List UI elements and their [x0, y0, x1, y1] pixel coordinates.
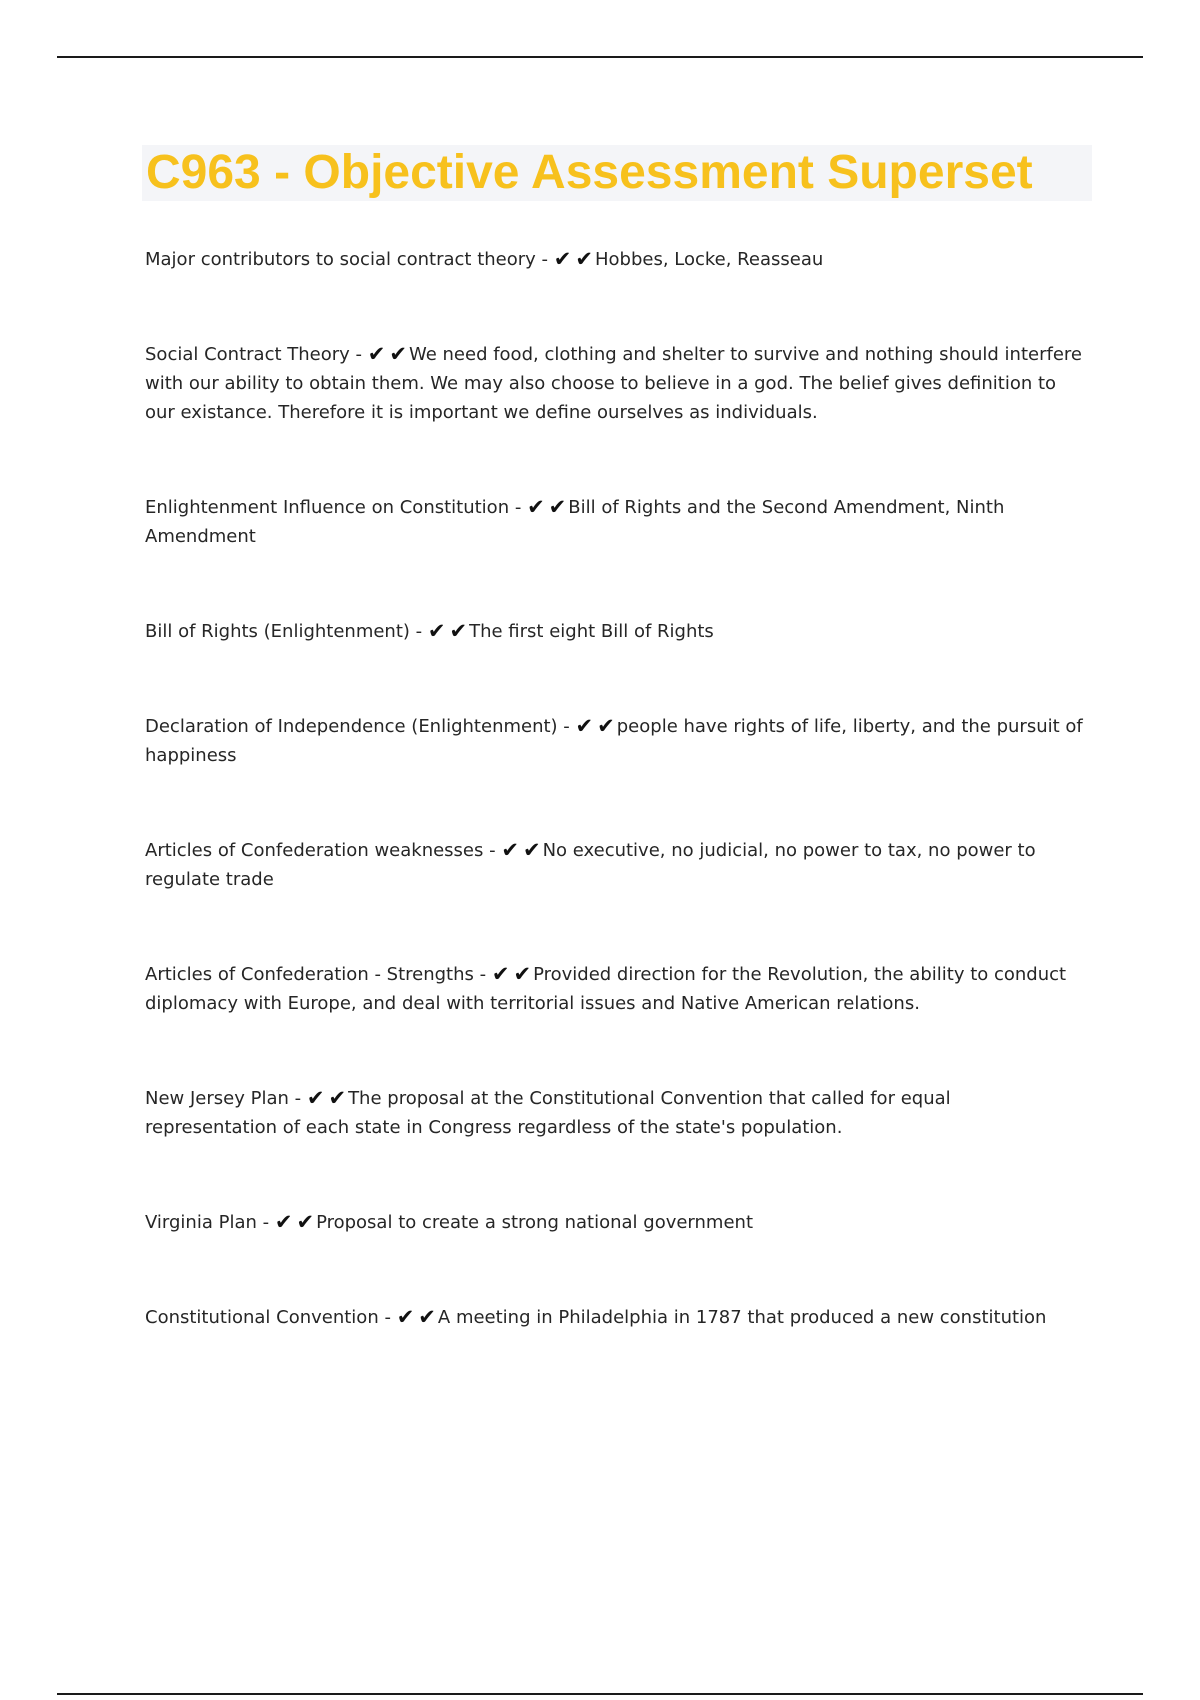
- entry-definition: No executive, no judicial, no power to tax, no power to regulate trade: [145, 840, 1036, 890]
- entry-term: Articles of Confederation weaknesses: [145, 840, 484, 861]
- entry-term: Major contributors to social contract theory: [145, 249, 536, 270]
- entry-separator: -: [473, 964, 492, 985]
- entry-separator: -: [409, 621, 428, 642]
- entry-separator: -: [535, 249, 554, 270]
- check-icon: ✔: [575, 714, 594, 738]
- entry: [145, 493, 1085, 551]
- entry-term: Bill of Rights (Enlightenment): [145, 621, 410, 642]
- check-icon: ✔: [296, 1210, 315, 1234]
- entry-definition: We need food, clothing and shelter to survive and nothing should interfere with our ability to obtain them. We may also choose to believe in a god. The belief gives definition to our existance. Therefore it is important we define ourselves as individuals.: [145, 344, 1082, 423]
- check-icon: ✔: [575, 247, 593, 271]
- entry: [145, 1303, 1085, 1332]
- check-icon: ✔: [418, 1305, 436, 1329]
- entry: [145, 340, 1085, 427]
- entry: [145, 836, 1085, 894]
- entry: [145, 1208, 1085, 1237]
- entry-term: Enlightenment Influence on Constitution: [145, 497, 510, 518]
- entry-list: [145, 245, 1085, 1398]
- check-icon: ✔: [396, 1305, 415, 1329]
- check-icon: ✔: [548, 495, 567, 519]
- entry-definition: Hobbes, Locke, Reasseau: [594, 249, 824, 270]
- entry: [145, 712, 1085, 770]
- entry-definition: Provided direction for the Revolution, the ability to conduct diplomacy with Europe, and deal with territorial issues and Native American relations.: [145, 964, 1067, 1014]
- check-icon: ✔: [527, 495, 545, 519]
- bottom-rule: [57, 1693, 1143, 1695]
- entry-definition: Bill of Rights and the Second Amendment, Ninth Amendment: [145, 497, 1005, 547]
- entry-separator: -: [256, 1212, 275, 1233]
- entry-separator: -: [483, 840, 502, 861]
- entry-term: Virginia Plan: [145, 1212, 257, 1233]
- check-icon: ✔: [328, 1086, 347, 1110]
- entry-separator: -: [349, 344, 368, 365]
- check-icon: ✔: [427, 619, 446, 643]
- check-icon: ✔: [367, 342, 386, 366]
- document-title: C963 - Objective Assessment Superset: [146, 146, 1033, 199]
- entry-definition: The first eight Bill of Rights: [469, 621, 714, 642]
- entry: [145, 960, 1085, 1018]
- top-rule: [57, 56, 1143, 58]
- entry-separator: -: [288, 1088, 307, 1109]
- check-icon: ✔: [553, 247, 572, 271]
- check-icon: ✔: [491, 962, 510, 986]
- check-icon: ✔: [513, 962, 532, 986]
- entry: [145, 245, 1085, 274]
- entry-separator: -: [378, 1307, 397, 1328]
- check-icon: ✔: [389, 342, 407, 366]
- entry: [145, 617, 1085, 646]
- entry-definition: people have rights of life, liberty, and the pursuit of happiness: [145, 716, 1083, 766]
- entry-term: New Jersey Plan: [145, 1088, 289, 1109]
- entry-term: Articles of Confederation - Strengths: [145, 964, 474, 985]
- check-icon: ✔: [274, 1210, 293, 1234]
- entry-definition: The proposal at the Constitutional Convention that called for equal representation of each state in Congress regardless of the state's population.: [145, 1088, 951, 1138]
- entry-definition: A meeting in Philadelphia in 1787 that produced a new constitution: [437, 1307, 1047, 1328]
- entry-separator: -: [557, 716, 576, 737]
- entry-term: Declaration of Independence (Enlightenment): [145, 716, 558, 737]
- check-icon: ✔: [306, 1086, 325, 1110]
- entry-separator: -: [509, 497, 528, 518]
- entry-term: Social Contract Theory: [145, 344, 350, 365]
- entry-term: Constitutional Convention: [145, 1307, 379, 1328]
- check-icon: ✔: [449, 619, 468, 643]
- check-icon: ✔: [501, 838, 519, 862]
- check-icon: ✔: [522, 838, 541, 862]
- entry: [145, 1084, 1085, 1142]
- check-icon: ✔: [597, 714, 615, 738]
- entry-definition: Proposal to create a strong national government: [316, 1212, 754, 1233]
